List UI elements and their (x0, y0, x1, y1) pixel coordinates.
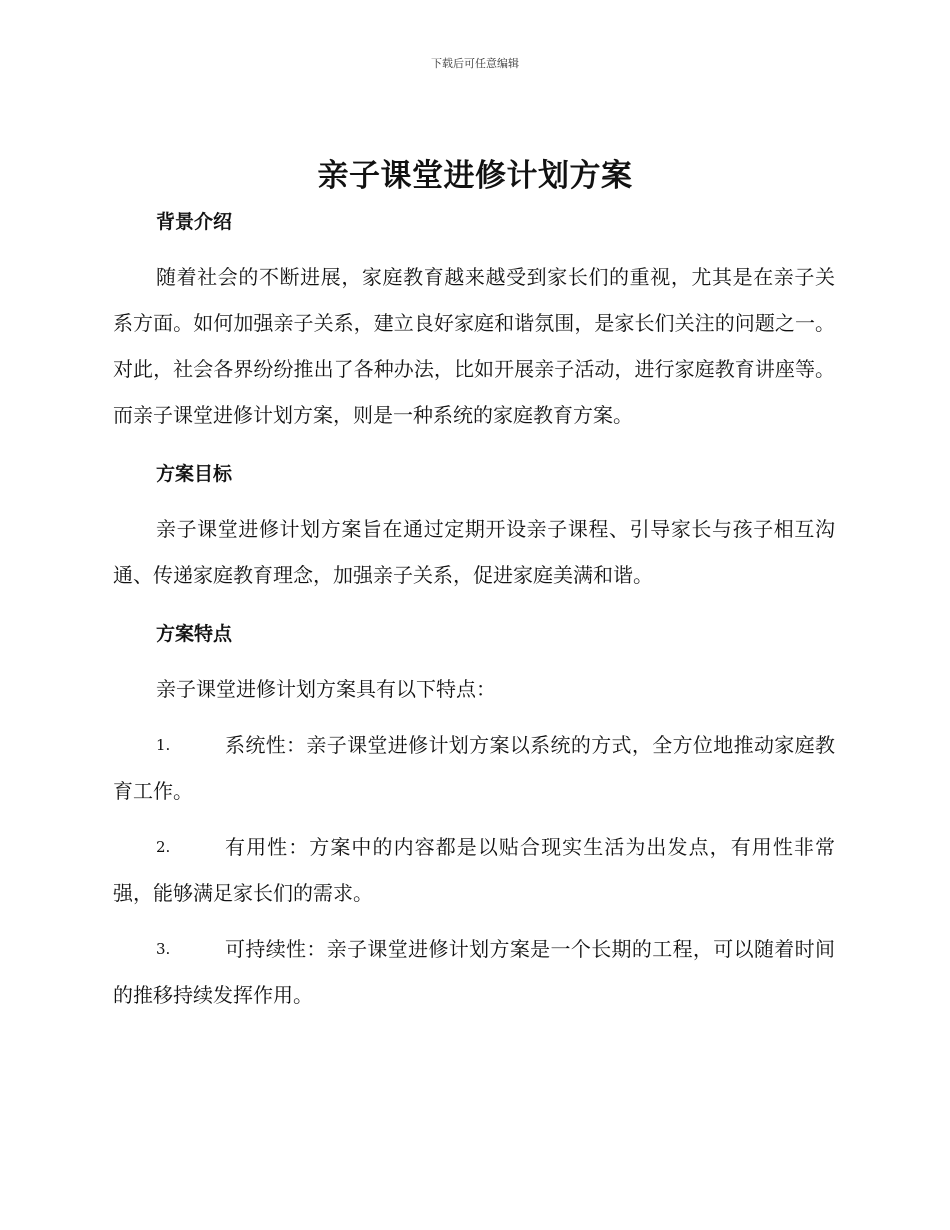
list-item-text: 有用性：方案中的内容都是以贴合现实生活为出发点，有用性非常强，能够满足家长们的需求。 (113, 835, 835, 905)
document-body (113, 200, 835, 1018)
section-heading: 方案特点 (156, 623, 233, 645)
list-number: 3. (156, 940, 171, 958)
section-background (113, 200, 835, 438)
section-heading: 方案目标 (156, 463, 233, 485)
list-item-text: 可持续性：亲子课堂进修计划方案是一个长期的工程，可以随着时间的推移持续发挥作用。 (113, 937, 835, 1007)
list-item-text: 系统性：亲子课堂进修计划方案以系统的方式，全方位地推动家庭教育工作。 (113, 733, 835, 803)
section-paragraph: 随着社会的不断进展，家庭教育越来越受到家长们的重视，尤其是在亲子关系方面。如何加强亲子关系，建立良好家庭和谐氛围，是家长们关注的问题之一。对此，社会各界纷纷推出了各种办法，比如开展亲子活动，进行家庭教育讲座等。而亲子课堂进修计划方案，则是一种系统的家庭教育方案。 (113, 265, 835, 427)
page-header-note: 下载后可任意编辑 (431, 57, 519, 70)
list-item (113, 722, 835, 814)
section-goal (113, 452, 835, 598)
section-paragraph: 亲子课堂进修计划方案旨在通过定期开设亲子课程、引导家长与孩子相互沟通、传递家庭教育理念，加强亲子关系，促进家庭美满和谐。 (113, 517, 835, 587)
section-features (113, 612, 835, 1018)
section-heading: 背景介绍 (156, 211, 233, 233)
list-number: 1. (156, 736, 171, 754)
section-paragraph: 亲子课堂进修计划方案具有以下特点： (156, 677, 496, 701)
list-item (113, 824, 835, 916)
document-title: 亲子课堂进修计划方案 (317, 158, 633, 194)
list-item (113, 926, 835, 1018)
list-number: 2. (156, 838, 171, 856)
